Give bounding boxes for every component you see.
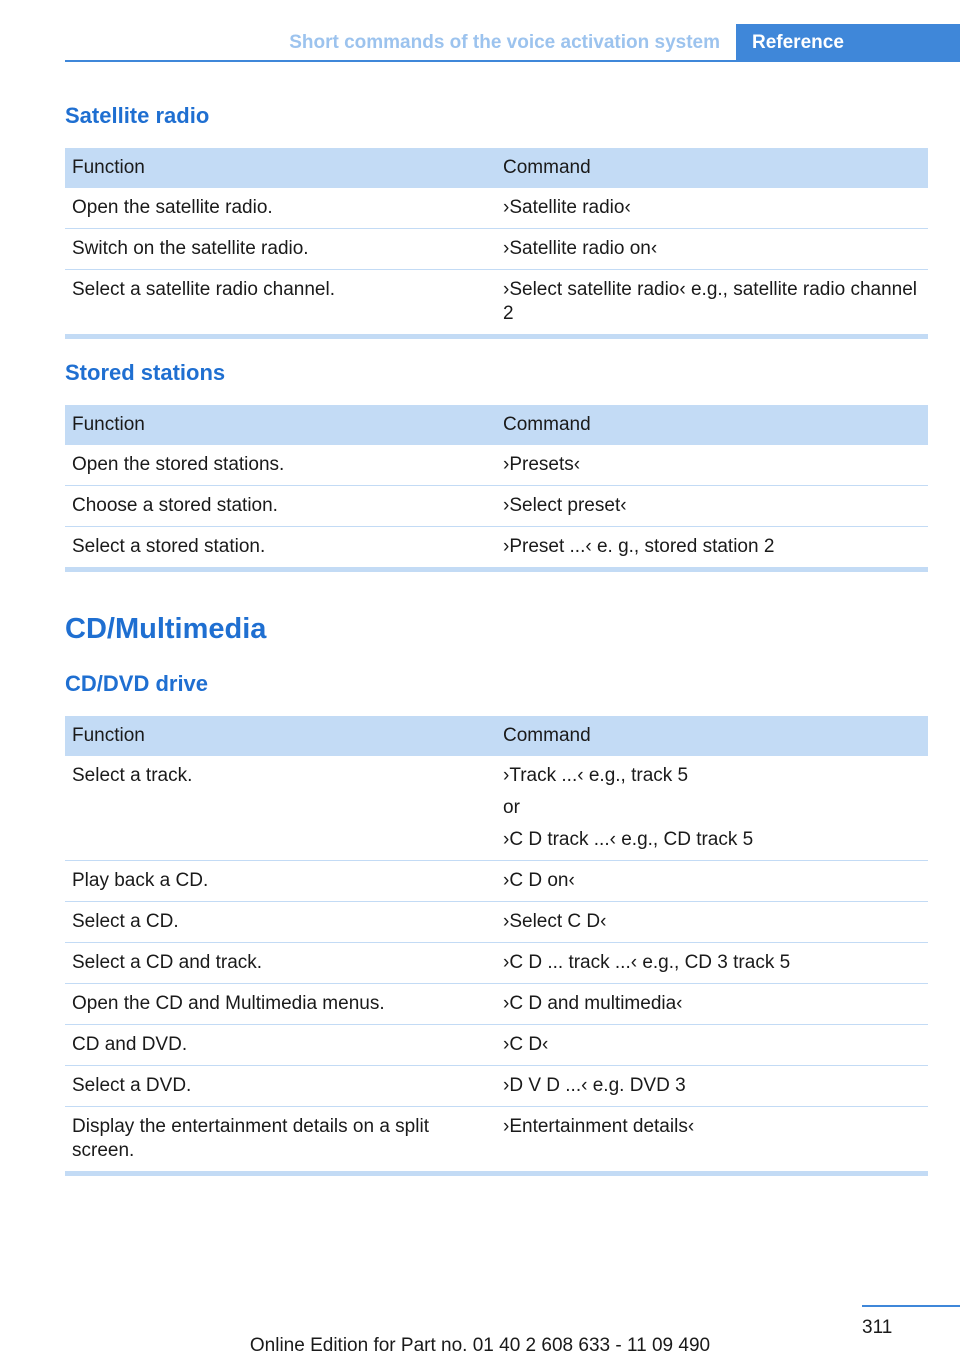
command-text: ›D V D ...‹ e.g. DVD 3 <box>503 1075 686 1096</box>
col-command: Command <box>496 716 928 756</box>
command-cell <box>496 445 928 486</box>
command-text: ›C D on‹ <box>503 870 575 891</box>
cd-table <box>65 716 928 1176</box>
table-row <box>65 1066 928 1107</box>
function-cell: Select a satellite radio channel. <box>65 270 496 337</box>
table-row <box>65 1025 928 1066</box>
function-cell: Display the entertainment details on a split screen. <box>65 1107 496 1174</box>
function-cell: Select a track. <box>65 756 496 861</box>
table-row <box>65 756 928 861</box>
command-text: ›Select C D‹ <box>503 911 607 932</box>
table-row <box>65 188 928 229</box>
command-cell <box>496 229 928 270</box>
command-text: ›C D‹ <box>503 1034 549 1055</box>
stored-table <box>65 405 928 572</box>
heading-satellite-radio: Satellite radio <box>65 103 210 128</box>
table-row <box>65 270 928 337</box>
table-header-row <box>65 405 928 445</box>
command-text: ›Select satellite radio‹ e.g., satellite radio channel 2 <box>503 279 918 324</box>
col-command: Command <box>496 148 928 188</box>
table-row <box>65 486 928 527</box>
satellite-table <box>65 148 928 339</box>
command-text: ›Satellite radio on‹ <box>503 238 658 259</box>
header-tab-reference: Reference <box>736 24 960 60</box>
function-cell: Play back a CD. <box>65 861 496 902</box>
function-cell: Select a CD. <box>65 902 496 943</box>
footer-rule <box>862 1305 960 1307</box>
function-cell: Switch on the satellite radio. <box>65 229 496 270</box>
table-row <box>65 861 928 902</box>
command-cell <box>496 486 928 527</box>
command-text: ›Satellite radio‹ <box>503 197 631 218</box>
command-cell <box>496 943 928 984</box>
page-number: 311 <box>862 1317 893 1338</box>
table-header-row <box>65 148 928 188</box>
command-cell <box>496 1107 928 1174</box>
function-cell: Select a CD and track. <box>65 943 496 984</box>
table-row <box>65 445 928 486</box>
function-cell: CD and DVD. <box>65 1025 496 1066</box>
command-text: ›C D ... track ...‹ e.g., CD 3 track 5 <box>503 952 791 973</box>
command-cell <box>496 1066 928 1107</box>
command-text: ›Select preset‹ <box>503 495 627 516</box>
command-text: ›Presets‹ <box>503 454 581 475</box>
col-command: Command <box>496 405 928 445</box>
function-cell: Open the satellite radio. <box>65 188 496 229</box>
table-row <box>65 943 928 984</box>
command-text: ›C D track ...‹ e.g., CD track 5 <box>503 829 754 850</box>
command-cell <box>496 270 928 337</box>
heading-cd-dvd-drive: CD/DVD drive <box>65 671 209 696</box>
command-text: ›Entertainment details‹ <box>503 1116 695 1137</box>
command-cell <box>496 984 928 1025</box>
page-header <box>65 24 960 62</box>
command-text: ›Track ...‹ e.g., track 5 <box>503 765 689 786</box>
command-text: ›Preset ...‹ e. g., stored station 2 <box>503 536 775 557</box>
col-function: Function <box>65 148 496 188</box>
edition-note: Online Edition for Part no. 01 40 2 608 633 - 11 09 490 <box>249 1335 711 1356</box>
table-row <box>65 1107 928 1174</box>
command-cell <box>496 756 928 861</box>
command-cell <box>496 1025 928 1066</box>
col-function: Function <box>65 716 496 756</box>
command-cell <box>496 527 928 570</box>
command-cell <box>496 861 928 902</box>
table-row <box>65 229 928 270</box>
function-cell: Choose a stored station. <box>65 486 496 527</box>
function-cell: Open the CD and Multimedia menus. <box>65 984 496 1025</box>
command-cell <box>496 902 928 943</box>
function-cell: Select a stored station. <box>65 527 496 570</box>
table-row <box>65 902 928 943</box>
heading-cd-multimedia: CD/Multimedia <box>65 613 267 645</box>
command-cell <box>496 188 928 229</box>
function-cell: Open the stored stations. <box>65 445 496 486</box>
function-cell: Select a DVD. <box>65 1066 496 1107</box>
heading-stored-stations: Stored stations <box>65 360 226 385</box>
command-text: or <box>503 797 520 818</box>
table-row <box>65 527 928 570</box>
table-row <box>65 984 928 1025</box>
col-function: Function <box>65 405 496 445</box>
header-title: Short commands of the voice activation system <box>289 32 720 53</box>
table-header-row <box>65 716 928 756</box>
command-text: ›C D and multimedia‹ <box>503 993 683 1014</box>
